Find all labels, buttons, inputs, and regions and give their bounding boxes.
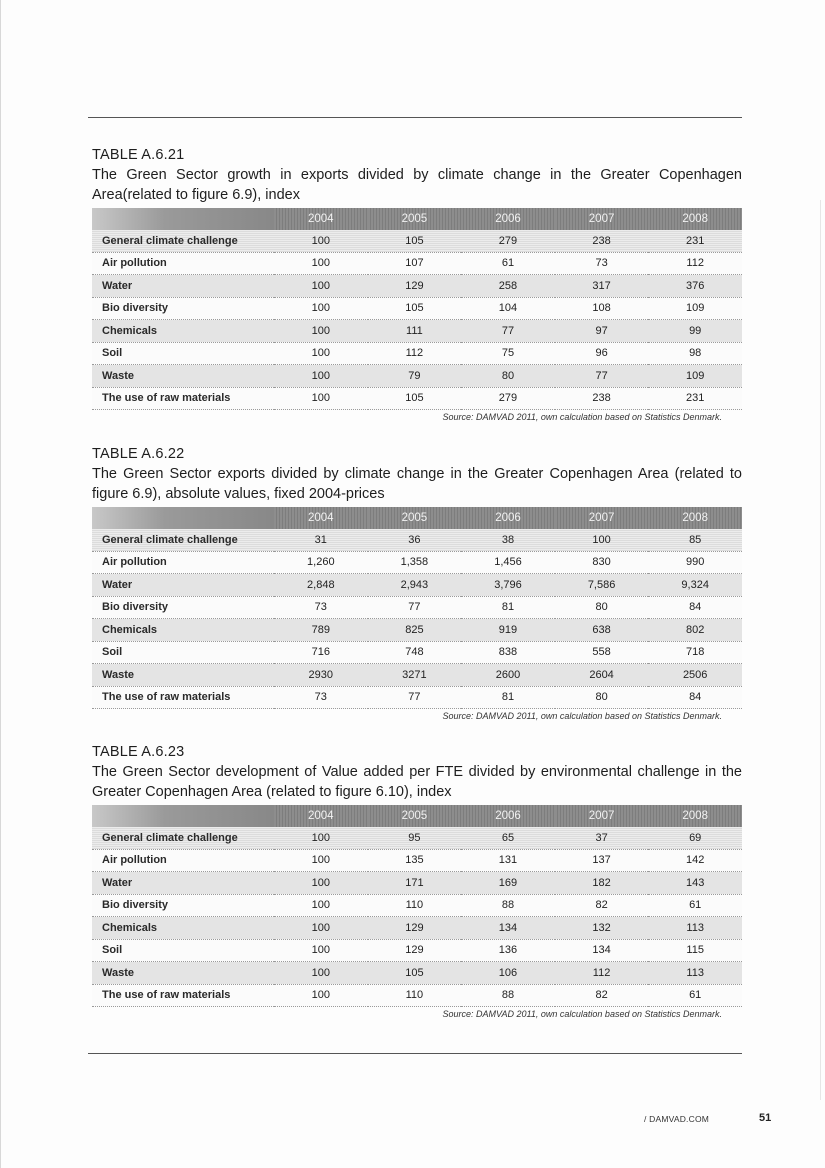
table-cell: 1,260 bbox=[274, 551, 368, 574]
table-cell: 37 bbox=[555, 827, 649, 849]
table-cell: 84 bbox=[648, 596, 742, 619]
table-cell: 3271 bbox=[368, 664, 462, 687]
table-cell: 61 bbox=[648, 894, 742, 917]
table-cell: 100 bbox=[274, 320, 368, 343]
table-cell: 96 bbox=[555, 342, 649, 365]
table-cell: 77 bbox=[461, 320, 555, 343]
header-cell: 2004 bbox=[274, 208, 368, 230]
row-label: General climate challenge bbox=[92, 230, 274, 252]
table-row bbox=[92, 387, 742, 410]
table-cell: 802 bbox=[648, 619, 742, 642]
row-label: Chemicals bbox=[92, 320, 274, 343]
table-cell: 238 bbox=[555, 230, 649, 252]
table-cell: 136 bbox=[461, 939, 555, 962]
table-cell: 73 bbox=[274, 596, 368, 619]
table-cell: 108 bbox=[555, 297, 649, 320]
header-cell: 2006 bbox=[461, 208, 555, 230]
table-cell: 558 bbox=[555, 641, 649, 664]
table-cell: 182 bbox=[555, 872, 649, 895]
row-label: Water bbox=[92, 574, 274, 597]
table-cell: 919 bbox=[461, 619, 555, 642]
table-cell: 135 bbox=[368, 849, 462, 872]
table-cell: 132 bbox=[555, 917, 649, 940]
table-cell: 81 bbox=[461, 596, 555, 619]
header-cell: 2008 bbox=[648, 805, 742, 827]
row-label: General climate challenge bbox=[92, 827, 274, 849]
table-caption: The Green Sector growth in exports divided by climate change in the Greater Copenhagen Area(related to figure 6.9), index bbox=[92, 167, 742, 203]
header-corner bbox=[92, 507, 274, 529]
table-cell: 31 bbox=[274, 529, 368, 551]
table-cell: 1,358 bbox=[368, 551, 462, 574]
table-cell: 105 bbox=[368, 962, 462, 985]
table-cell: 100 bbox=[274, 365, 368, 388]
row-label: General climate challenge bbox=[92, 529, 274, 551]
table-cell: 81 bbox=[461, 686, 555, 709]
table-cell: 2,943 bbox=[368, 574, 462, 597]
header-cell: 2005 bbox=[368, 805, 462, 827]
header-cell: 2007 bbox=[555, 805, 649, 827]
table-cell: 80 bbox=[555, 596, 649, 619]
header-cell: 2007 bbox=[555, 507, 649, 529]
table-cell: 109 bbox=[648, 297, 742, 320]
table-cell: 2,848 bbox=[274, 574, 368, 597]
table-cell: 258 bbox=[461, 275, 555, 298]
row-label: Bio diversity bbox=[92, 894, 274, 917]
table-section-a623 bbox=[92, 742, 742, 1019]
table-cell: 88 bbox=[461, 894, 555, 917]
table-row bbox=[92, 894, 742, 917]
header-cell: 2005 bbox=[368, 208, 462, 230]
table-cell: 100 bbox=[274, 917, 368, 940]
header-cell: 2004 bbox=[274, 507, 368, 529]
header-cell: 2008 bbox=[648, 208, 742, 230]
table-cell: 75 bbox=[461, 342, 555, 365]
table-cell: 112 bbox=[648, 252, 742, 275]
row-label: The use of raw materials bbox=[92, 686, 274, 709]
table-cell: 129 bbox=[368, 939, 462, 962]
table-cell: 376 bbox=[648, 275, 742, 298]
table-cell: 107 bbox=[368, 252, 462, 275]
table-cell: 2506 bbox=[648, 664, 742, 687]
table-cell: 115 bbox=[648, 939, 742, 962]
table-cell: 100 bbox=[274, 252, 368, 275]
source-note: Source: DAMVAD 2011, own calculation based on Statistics Denmark. bbox=[442, 412, 722, 422]
row-label: Soil bbox=[92, 641, 274, 664]
table-cell: 279 bbox=[461, 387, 555, 410]
table-row bbox=[92, 939, 742, 962]
row-label: Chemicals bbox=[92, 619, 274, 642]
header-cell: 2007 bbox=[555, 208, 649, 230]
table-cell: 104 bbox=[461, 297, 555, 320]
table-row bbox=[92, 962, 742, 985]
table-cell: 142 bbox=[648, 849, 742, 872]
table-row bbox=[92, 574, 742, 597]
table-row bbox=[92, 320, 742, 343]
table-cell: 131 bbox=[461, 849, 555, 872]
table-cell: 73 bbox=[274, 686, 368, 709]
table-cell: 85 bbox=[648, 529, 742, 551]
table-cell: 100 bbox=[274, 872, 368, 895]
table-row bbox=[92, 275, 742, 298]
table-cell: 2604 bbox=[555, 664, 649, 687]
header-corner bbox=[92, 208, 274, 230]
table-caption: The Green Sector development of Value added per FTE divided by environmental challenge in the Greater Copenhagen Area (related to figure 6.10), index bbox=[92, 764, 742, 800]
table-row bbox=[92, 529, 742, 551]
table-cell: 137 bbox=[555, 849, 649, 872]
top-rule bbox=[88, 117, 742, 118]
table-header-row bbox=[92, 805, 742, 827]
table-cell: 99 bbox=[648, 320, 742, 343]
page-edge-right bbox=[820, 200, 821, 1100]
table-cell: 748 bbox=[368, 641, 462, 664]
table-cell: 111 bbox=[368, 320, 462, 343]
table-cell: 61 bbox=[648, 984, 742, 1007]
table-cell: 80 bbox=[555, 686, 649, 709]
header-cell: 2008 bbox=[648, 507, 742, 529]
row-label: Waste bbox=[92, 365, 274, 388]
table-cell: 638 bbox=[555, 619, 649, 642]
table-cell: 65 bbox=[461, 827, 555, 849]
page-number: 51 bbox=[759, 1112, 772, 1124]
table-cell: 100 bbox=[274, 984, 368, 1007]
table-cell: 171 bbox=[368, 872, 462, 895]
row-label: Water bbox=[92, 872, 274, 895]
header-cell: 2005 bbox=[368, 507, 462, 529]
table-row bbox=[92, 297, 742, 320]
table-cell: 100 bbox=[274, 827, 368, 849]
row-label: Air pollution bbox=[92, 252, 274, 275]
table-row bbox=[92, 596, 742, 619]
data-table bbox=[92, 507, 742, 709]
table-cell: 73 bbox=[555, 252, 649, 275]
table-cell: 825 bbox=[368, 619, 462, 642]
table-cell: 77 bbox=[368, 686, 462, 709]
table-cell: 238 bbox=[555, 387, 649, 410]
table-row bbox=[92, 342, 742, 365]
table-cell: 1,456 bbox=[461, 551, 555, 574]
table-cell: 3,796 bbox=[461, 574, 555, 597]
page-edge bbox=[0, 0, 1, 1168]
table-cell: 105 bbox=[368, 387, 462, 410]
table-cell: 113 bbox=[648, 917, 742, 940]
row-label: Water bbox=[92, 275, 274, 298]
table-cell: 80 bbox=[461, 365, 555, 388]
table-cell: 109 bbox=[648, 365, 742, 388]
row-label: Bio diversity bbox=[92, 596, 274, 619]
table-cell: 143 bbox=[648, 872, 742, 895]
row-label: The use of raw materials bbox=[92, 984, 274, 1007]
table-cell: 169 bbox=[461, 872, 555, 895]
table-cell: 716 bbox=[274, 641, 368, 664]
table-cell: 100 bbox=[274, 342, 368, 365]
table-cell: 113 bbox=[648, 962, 742, 985]
table-row bbox=[92, 827, 742, 849]
table-cell: 97 bbox=[555, 320, 649, 343]
table-cell: 134 bbox=[461, 917, 555, 940]
header-cell: 2006 bbox=[461, 507, 555, 529]
row-label: Waste bbox=[92, 664, 274, 687]
table-cell: 7,586 bbox=[555, 574, 649, 597]
row-label: Air pollution bbox=[92, 849, 274, 872]
table-row bbox=[92, 365, 742, 388]
table-row bbox=[92, 686, 742, 709]
header-cell: 2006 bbox=[461, 805, 555, 827]
row-label: Waste bbox=[92, 962, 274, 985]
table-cell: 110 bbox=[368, 984, 462, 1007]
data-table bbox=[92, 208, 742, 410]
table-row bbox=[92, 641, 742, 664]
table-cell: 279 bbox=[461, 230, 555, 252]
table-row bbox=[92, 872, 742, 895]
table-cell: 98 bbox=[648, 342, 742, 365]
table-cell: 231 bbox=[648, 387, 742, 410]
row-label: Bio diversity bbox=[92, 297, 274, 320]
table-cell: 129 bbox=[368, 917, 462, 940]
table-cell: 100 bbox=[274, 894, 368, 917]
table-cell: 100 bbox=[274, 962, 368, 985]
table-row bbox=[92, 917, 742, 940]
table-cell: 718 bbox=[648, 641, 742, 664]
table-cell: 112 bbox=[555, 962, 649, 985]
table-cell: 100 bbox=[555, 529, 649, 551]
table-row bbox=[92, 984, 742, 1007]
table-cell: 2600 bbox=[461, 664, 555, 687]
row-label: Air pollution bbox=[92, 551, 274, 574]
table-cell: 134 bbox=[555, 939, 649, 962]
table-cell: 61 bbox=[461, 252, 555, 275]
table-cell: 100 bbox=[274, 939, 368, 962]
table-cell: 79 bbox=[368, 365, 462, 388]
data-table bbox=[92, 805, 742, 1007]
table-cell: 105 bbox=[368, 230, 462, 252]
table-cell: 317 bbox=[555, 275, 649, 298]
table-cell: 88 bbox=[461, 984, 555, 1007]
table-cell: 129 bbox=[368, 275, 462, 298]
table-section-a621 bbox=[92, 145, 742, 422]
table-cell: 100 bbox=[274, 297, 368, 320]
row-label: The use of raw materials bbox=[92, 387, 274, 410]
table-cell: 830 bbox=[555, 551, 649, 574]
footer-site: / DAMVAD.COM bbox=[644, 1114, 710, 1124]
table-cell: 105 bbox=[368, 297, 462, 320]
table-section-a622 bbox=[92, 444, 742, 721]
header-cell: 2004 bbox=[274, 805, 368, 827]
table-cell: 100 bbox=[274, 849, 368, 872]
table-caption: The Green Sector exports divided by climate change in the Greater Copenhagen Area (related to figure 6.9), absolute values, fixed 2004-prices bbox=[92, 466, 742, 502]
table-cell: 84 bbox=[648, 686, 742, 709]
table-row bbox=[92, 252, 742, 275]
table-cell: 231 bbox=[648, 230, 742, 252]
table-row bbox=[92, 664, 742, 687]
table-cell: 112 bbox=[368, 342, 462, 365]
table-cell: 100 bbox=[274, 230, 368, 252]
table-cell: 82 bbox=[555, 984, 649, 1007]
source-note: Source: DAMVAD 2011, own calculation based on Statistics Denmark. bbox=[442, 1009, 722, 1019]
table-row bbox=[92, 619, 742, 642]
table-cell: 77 bbox=[368, 596, 462, 619]
table-cell: 789 bbox=[274, 619, 368, 642]
table-header-row bbox=[92, 507, 742, 529]
table-cell: 9,324 bbox=[648, 574, 742, 597]
table-row bbox=[92, 551, 742, 574]
table-cell: 100 bbox=[274, 275, 368, 298]
table-cell: 95 bbox=[368, 827, 462, 849]
row-label: Soil bbox=[92, 342, 274, 365]
table-cell: 990 bbox=[648, 551, 742, 574]
table-cell: 36 bbox=[368, 529, 462, 551]
table-header-row bbox=[92, 208, 742, 230]
row-label: Chemicals bbox=[92, 917, 274, 940]
table-label: TABLE A.6.22 bbox=[92, 446, 185, 462]
table-cell: 82 bbox=[555, 894, 649, 917]
table-cell: 2930 bbox=[274, 664, 368, 687]
table-row bbox=[92, 230, 742, 252]
table-label: TABLE A.6.23 bbox=[92, 744, 185, 760]
header-corner bbox=[92, 805, 274, 827]
table-row bbox=[92, 849, 742, 872]
table-cell: 100 bbox=[274, 387, 368, 410]
table-label: TABLE A.6.21 bbox=[92, 147, 185, 163]
row-label: Soil bbox=[92, 939, 274, 962]
bottom-rule bbox=[88, 1053, 742, 1054]
table-cell: 110 bbox=[368, 894, 462, 917]
table-cell: 38 bbox=[461, 529, 555, 551]
table-cell: 77 bbox=[555, 365, 649, 388]
table-cell: 106 bbox=[461, 962, 555, 985]
table-cell: 838 bbox=[461, 641, 555, 664]
table-cell: 69 bbox=[648, 827, 742, 849]
source-note: Source: DAMVAD 2011, own calculation based on Statistics Denmark. bbox=[442, 711, 722, 721]
